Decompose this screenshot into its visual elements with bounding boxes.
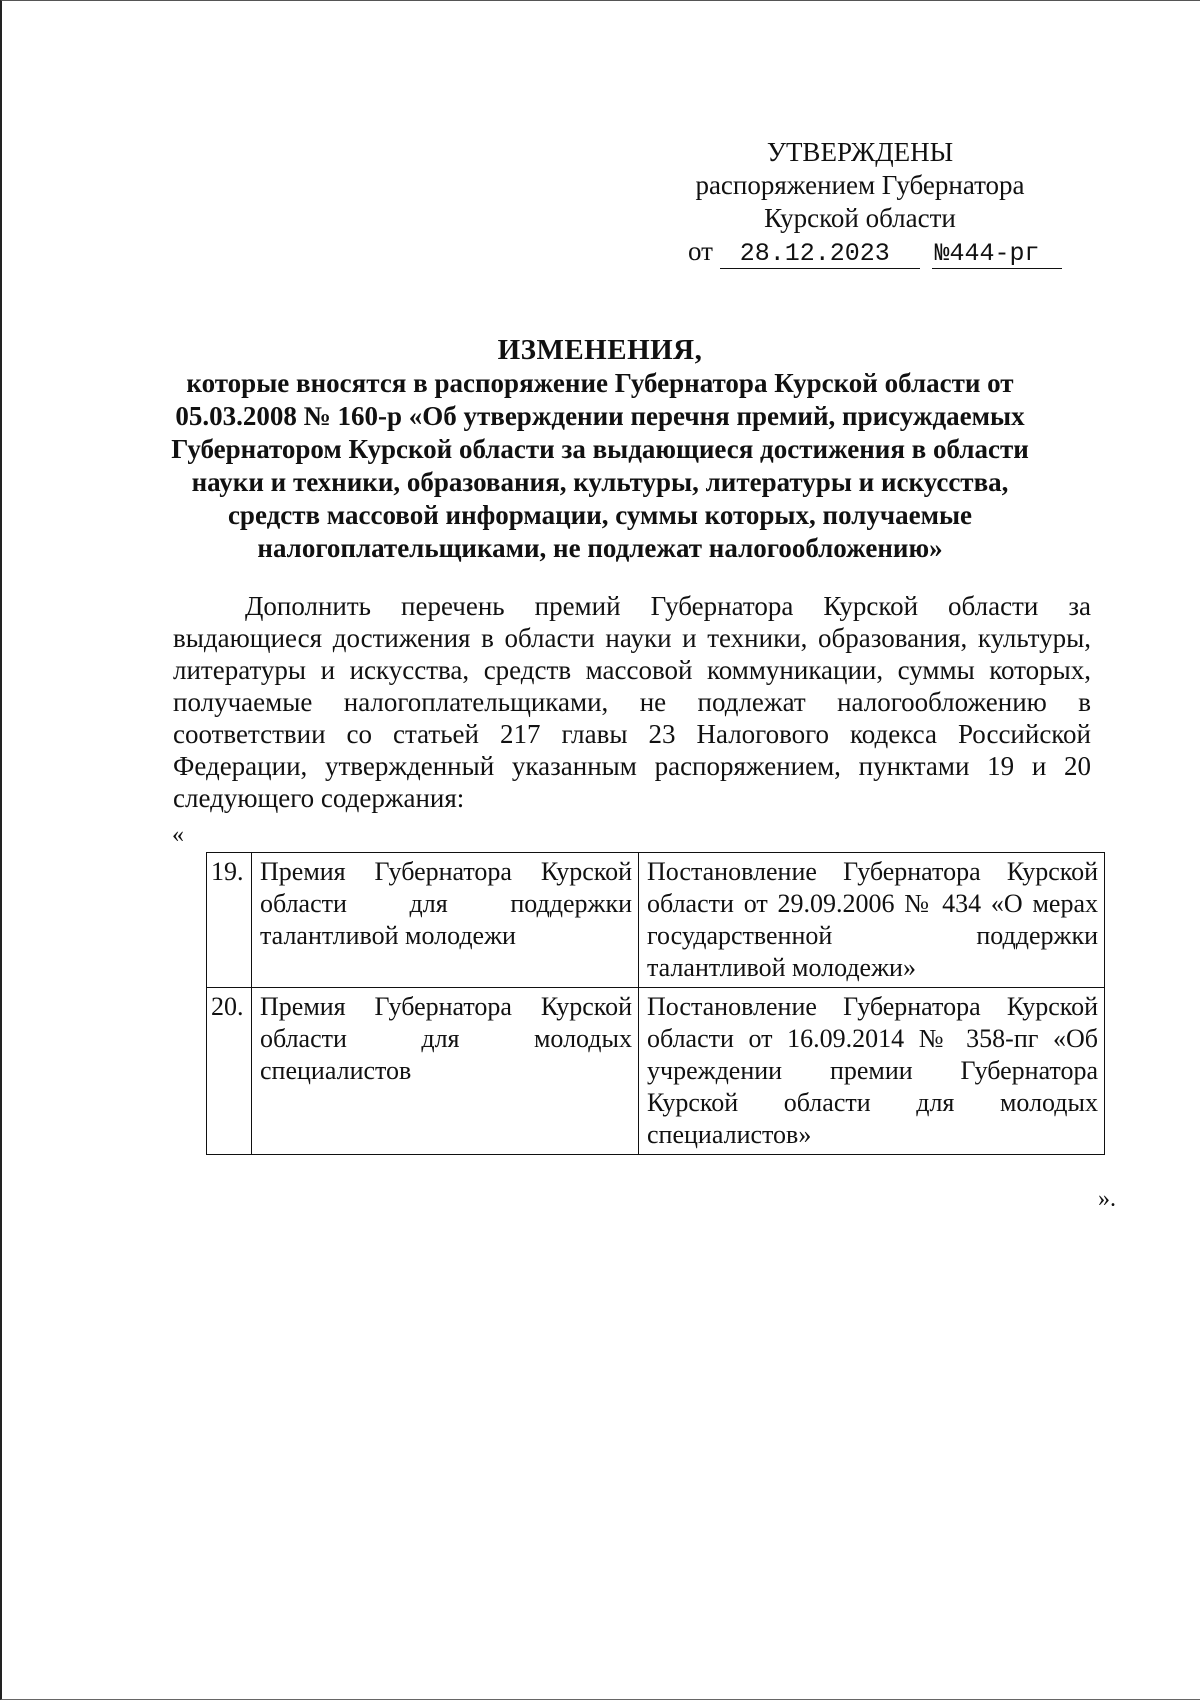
document-heading: ИЗМЕНЕНИЯ, xyxy=(497,334,703,366)
award-basis-cell: Постановление Губернатора Курской области от 29.09.2006 № 434 «О мерах государственной поддержки талантливой молодежи» xyxy=(639,853,1105,988)
table-row xyxy=(207,853,1105,988)
approval-title: УТВЕРЖДЕНЫ xyxy=(766,137,954,167)
approval-number: №444-рг xyxy=(932,240,1062,269)
approval-stamp xyxy=(660,136,1060,269)
awards-table xyxy=(206,852,1105,1155)
row-number-cell: 19. xyxy=(207,853,252,988)
closing-quote-mark: ». xyxy=(1098,1186,1116,1212)
award-basis-cell: Постановление Губернатора Курской области от 16.09.2014 № 358-пг «Об учреждении премии Губернатора Курской области для молодых специалистов» xyxy=(639,988,1105,1155)
award-name-cell: Премия Губернатора Курской области для молодых специалистов xyxy=(252,988,639,1155)
approval-issuer-line: распоряжением Губернатора xyxy=(695,170,1025,200)
document-title-block xyxy=(150,334,1050,565)
row-number-cell: 20. xyxy=(207,988,252,1155)
award-name-cell: Премия Губернатора Курской области для поддержки талантливой молодежи xyxy=(252,853,639,988)
approval-reference xyxy=(660,235,1060,269)
amendment-paragraph: Дополнить перечень премий Губернатора Курской области за выдающиеся достижения в области науки и техники, образования, культуры, литературы и искусства, средств массовой коммуникации, суммы которых, получаемые налогоплательщиками, не подлежат налогообложению в соответствии со статьей 217 главы 23 Налогового кодекса Российской Федерации, утвержденный указанным распоряжением, пунктами 19 и 20 следующего содержания: xyxy=(173,591,1091,813)
opening-quote-mark: « xyxy=(172,822,184,848)
approval-region-line: Курской области xyxy=(764,203,956,233)
document-subheading: которые вносятся в распоряжение Губернатора Курской области от 05.03.2008 № 160-р «Об утверждении перечня премий, присуждаемых Губернатором Курской области за выдающиеся достижения в области науки и техники, образования, культуры, литературы и искусства, средств массовой информации, суммы которых, получаемые налогоплательщиками, не подлежат налогообложению» xyxy=(171,368,1029,563)
table-row xyxy=(207,988,1105,1155)
approval-date: 28.12.2023 xyxy=(720,240,920,269)
approval-from-prefix: от xyxy=(688,236,713,266)
